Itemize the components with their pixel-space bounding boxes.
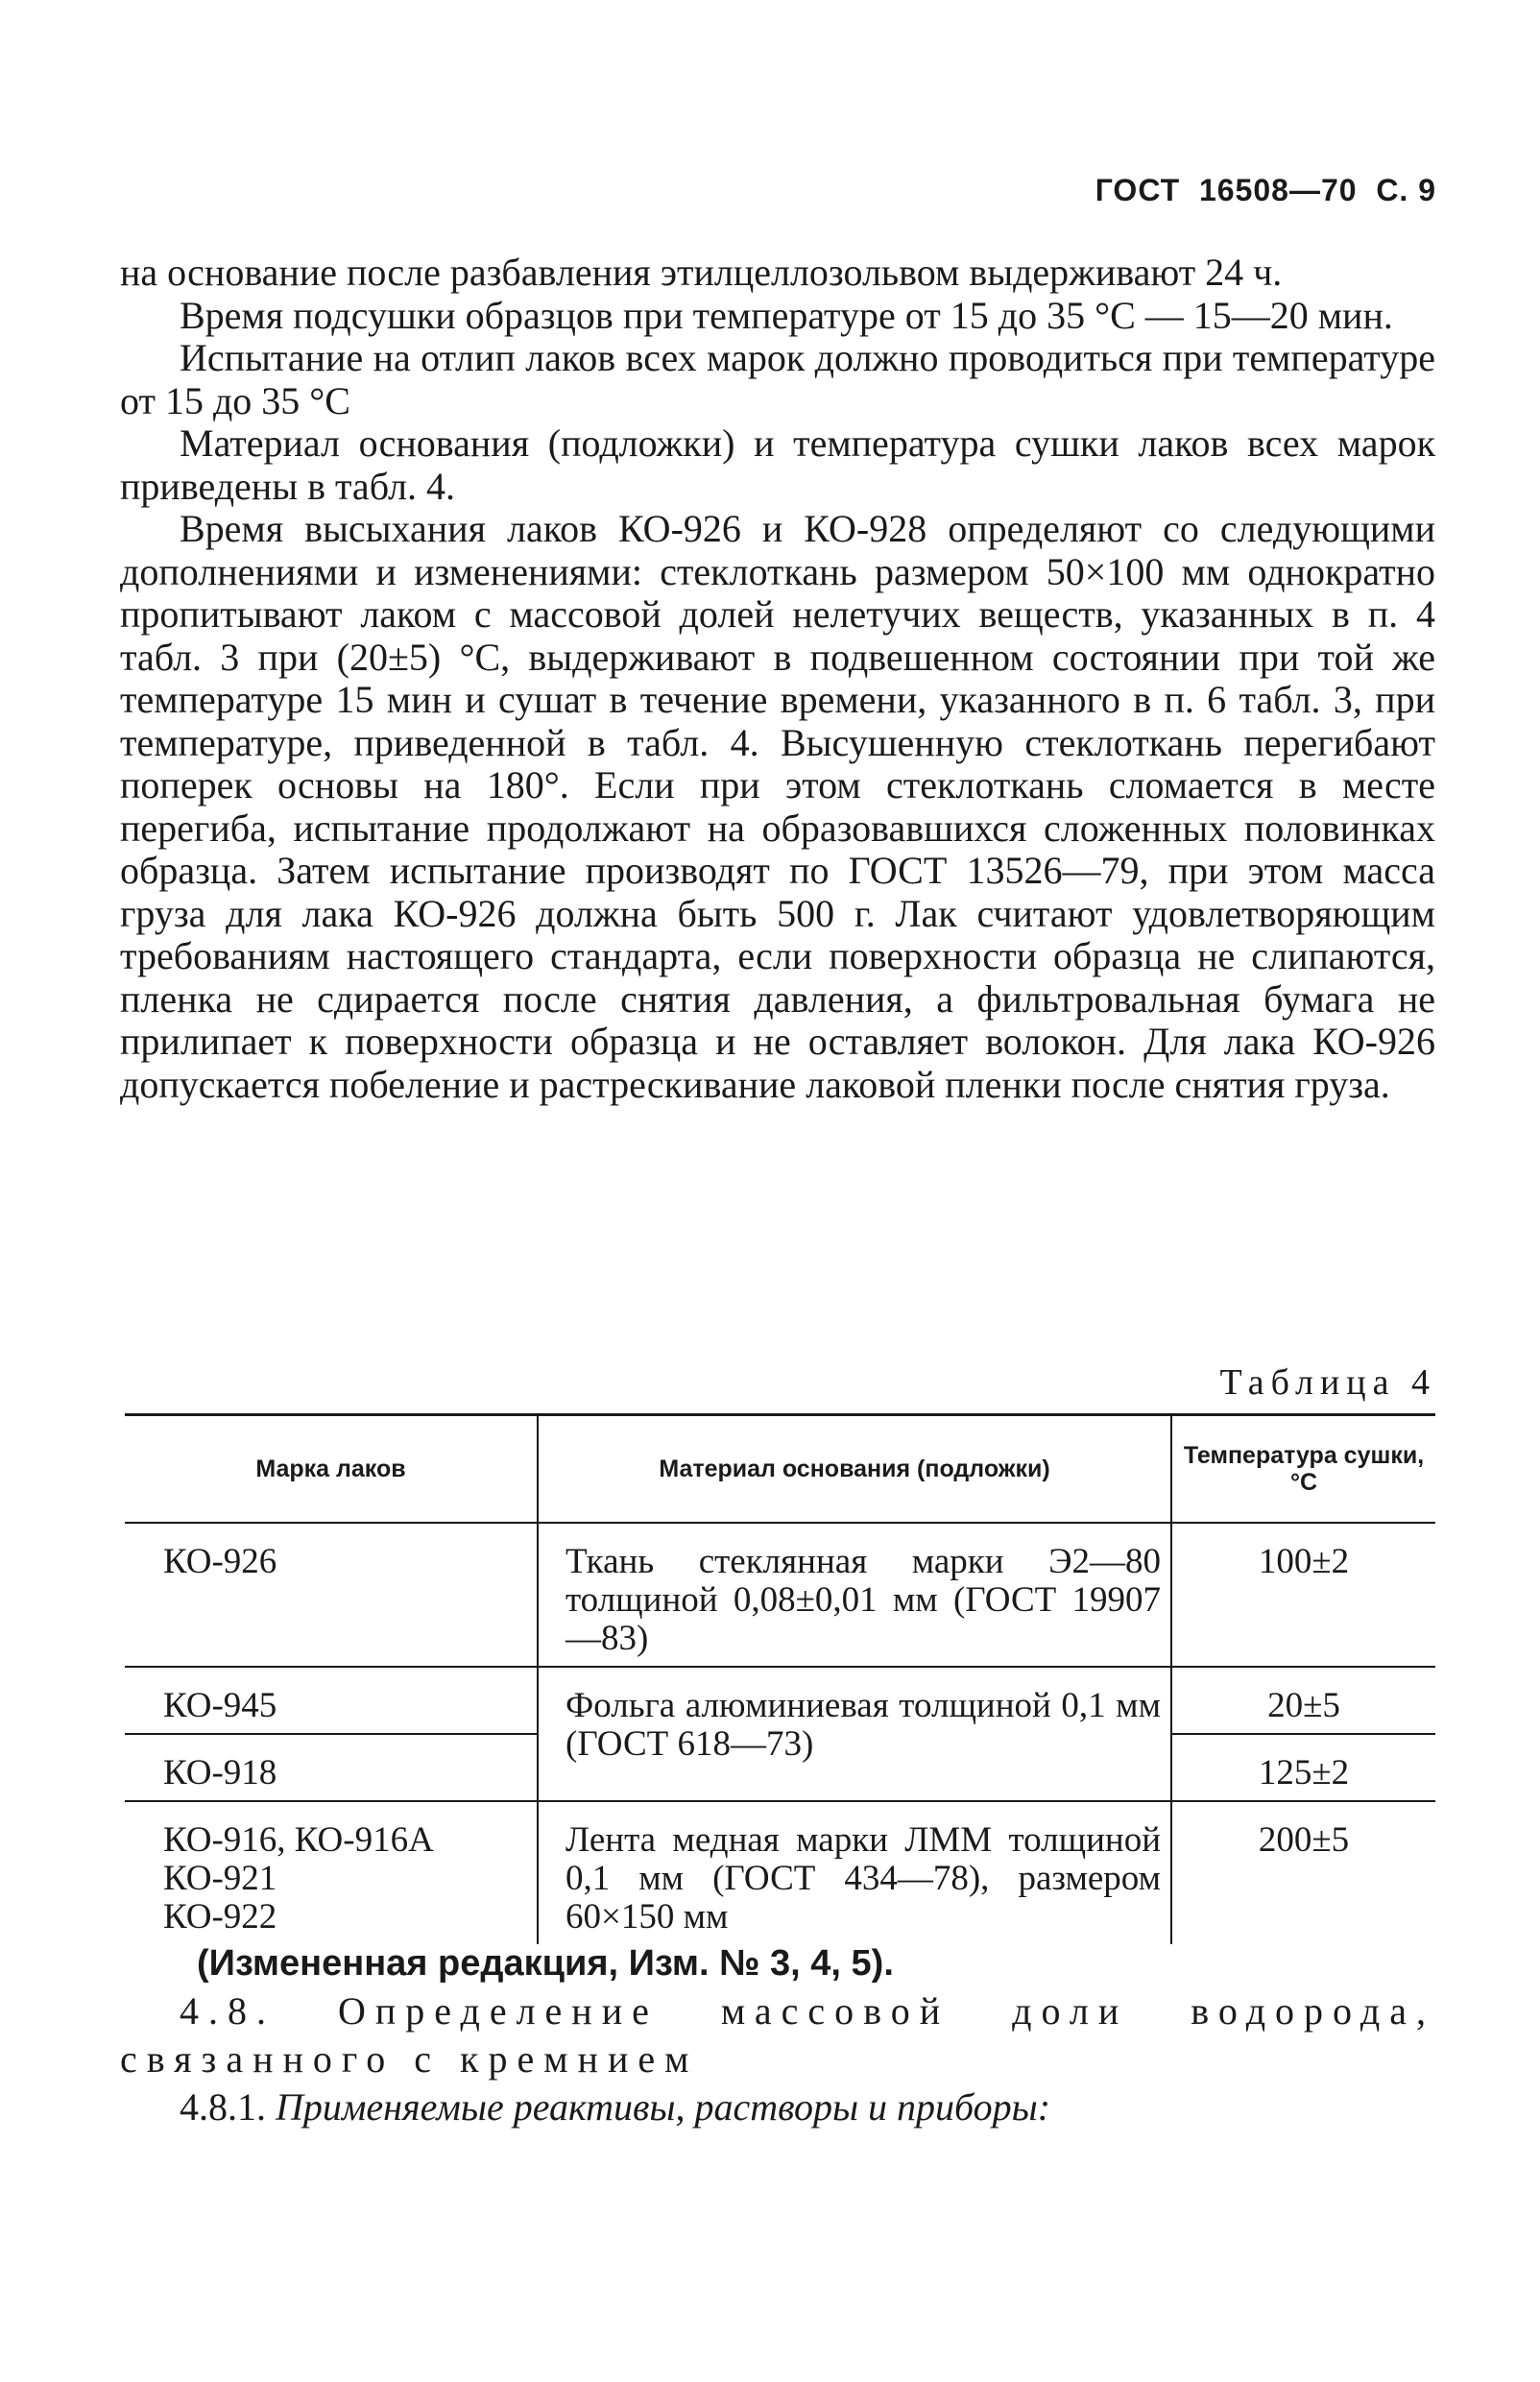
edit-note: (Измененная редакция, Изм. № 3, 4, 5). bbox=[197, 1943, 894, 1984]
cell-grade: КО-918 bbox=[125, 1734, 538, 1801]
paragraph-tack-test: Испытание на отлип лаков всех марок должно проводиться при температуре от 15 до 35 °С bbox=[120, 336, 1435, 422]
cell-temperature: 125±2 bbox=[1171, 1734, 1435, 1801]
cell-material: Лента медная марки ЛММ толщиной 0,1 мм (ГОСТ 434—78), размером 60×150 мм bbox=[538, 1801, 1171, 1944]
header-temperature: Температура сушки, °С bbox=[1171, 1415, 1435, 1524]
paragraph-drying-time: Время подсушки образцов при температуре от 15 до 35 °С — 15—20 мин. bbox=[180, 293, 1393, 337]
paragraph-ko926-procedure: Время высыхания лаков КО-926 и КО-928 определяют со следующими дополнениями и изменениями: стеклоткань размером 50×100 мм однократно пропитывают лаком с массовой долей нелетучих веществ, указанных в п. 4 табл. 3 при (20±5) °С, выдерживают в подвешенном состоянии при той же температуре 15 мин и сушат в течение времени, указанного в п. 6 табл. 3, при температуре, приведенной в табл. 4. Высушенную стеклоткань перегибают поперек основы на 180°. Если при этом стеклоткань сломается в месте перегиба, испытание продолжают на образовавшихся сложенных половинках образца. Затем испытание производят по ГОСТ 13526—79, при этом масса груза для лака КО-926 должна быть 500 г. Лак считают удовлетворяющим требованиям настоящего стандарта, если поверхности образца не слипаются, пленка не сдирается после снятия давления, а фильтровальная бумага не прилипает к поверхности образца и не оставляет волокон. Для лака КО-926 допускается побеление и растрескивание лаковой пленки после снятия груза. bbox=[120, 507, 1435, 1106]
header-material: Материал основания (подложки) bbox=[538, 1415, 1171, 1524]
table-row bbox=[125, 1667, 1435, 1734]
cell-grade: КО-945 bbox=[125, 1667, 538, 1734]
body-text bbox=[120, 252, 1435, 1106]
cell-temperature: 100±2 bbox=[1171, 1523, 1435, 1667]
table-row bbox=[125, 1523, 1435, 1667]
grade-line: КО-921 bbox=[163, 1859, 277, 1898]
cell-material: Ткань стеклянная марки Э2—80 толщиной 0,08±0,01 мм (ГОСТ 19907—83) bbox=[538, 1523, 1171, 1667]
cell-grade bbox=[125, 1801, 538, 1944]
grade-line: КО-916, КО-916А bbox=[163, 1820, 434, 1860]
sections-block bbox=[120, 1939, 1435, 2131]
header-grade: Марка лаков bbox=[125, 1415, 538, 1524]
grade-line: КО-922 bbox=[163, 1897, 277, 1937]
cell-material: Фольга алюминиевая толщиной 0,1 мм (ГОСТ 618—73) bbox=[538, 1667, 1171, 1801]
section-title: Применяемые реактивы, растворы и приборы: bbox=[276, 2085, 1051, 2129]
paragraph-continuation: на основание после разбавления этилцеллозольвом выдерживают 24 ч. bbox=[120, 251, 1283, 294]
cell-temperature: 200±5 bbox=[1171, 1801, 1435, 1944]
section-4-8-heading: 4.8. Определение массовой доли водорода, связанного с кремнием bbox=[120, 1989, 1435, 2081]
cell-temperature: 20±5 bbox=[1171, 1667, 1435, 1734]
table-caption: Таблица 4 bbox=[1219, 1362, 1436, 1403]
table-4 bbox=[125, 1413, 1435, 1944]
table-row bbox=[125, 1801, 1435, 1944]
section-number: 4.8.1. bbox=[180, 2085, 266, 2129]
page-header: ГОСТ 16508—70 С. 9 bbox=[1095, 173, 1436, 207]
table-header-row bbox=[125, 1415, 1435, 1524]
paragraph-substrate-reference: Материал основания (подложки) и температура сушки лаков всех марок приведены в табл. 4. bbox=[120, 421, 1435, 508]
section-4-8-1-heading bbox=[180, 2083, 1435, 2131]
cell-grade: КО-926 bbox=[125, 1523, 538, 1667]
